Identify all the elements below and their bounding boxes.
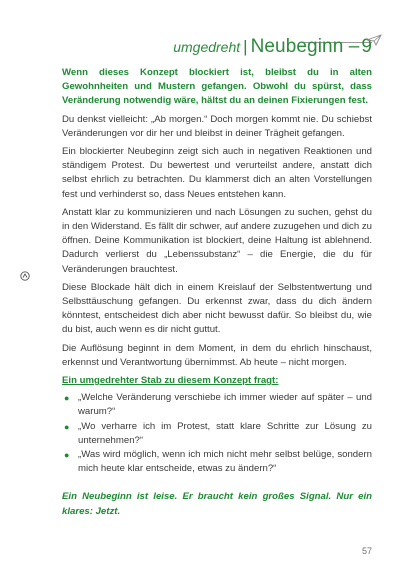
- body-paragraph-4: Diese Blockade hält dich in einem Kreislauf der Selbstentwertung und Selbsttäuschung gefangen. Du erkennst zwar, dass du dich ändern könntest, entscheidest dich aber nicht bewusst dafür. So bleibst du, wie du bist, auch wenn es dir nicht guttut.: [62, 281, 372, 336]
- question-item: [62, 391, 372, 419]
- intro-paragraph: Wenn dieses Konzept blockiert ist, bleibst du in alten Gewohnheiten und Mustern gefangen. Obwohl du spürst, dass Veränderung notwendig wäre, hältst du an deinen Fixierungen fest.: [62, 67, 372, 107]
- body-paragraph-5: Die Auflösung beginnt in dem Moment, in dem du ehrlich hinschaust, erkennst und Verantwortung übernimmst. Ab heute – nicht morgen.: [62, 342, 372, 368]
- reversed-card-icon: [20, 271, 30, 281]
- bullet-icon: ●: [64, 421, 70, 432]
- questions-list: [62, 391, 372, 476]
- chapter-number: 9: [361, 36, 372, 57]
- chapter-header: [173, 36, 372, 58]
- page-content: [62, 66, 372, 523]
- paper-plane-icon: [366, 34, 382, 46]
- body-paragraph-3: Anstatt klar zu kommunizieren und nach Lösungen zu suchen, gehst du in den Widerstand. Es fällt dir schwer, auf andere zuzugehen und dich zu öffnen. Deine Kommunikation ist blockiert, deine Haltung ist ablehnend. Dadurch verlierst du „Lebenssubstanz“ – die Energie, die du für Veränderungen brauchtest.: [62, 206, 372, 275]
- question-item: [62, 420, 372, 448]
- question-text: „Welche Veränderung verschiebe ich immer wieder auf später – und warum?“: [78, 392, 372, 418]
- closing-statement: Ein Neubeginn ist leise. Er braucht kein großes Signal. Nur ein klares: Jetzt.: [62, 491, 372, 517]
- page-number: 57: [361, 546, 372, 556]
- header-subtitle: umgedreht: [173, 39, 241, 55]
- questions-heading: Ein umgedrehter Stab zu diesem Konzept fragt:: [62, 375, 279, 387]
- header-title: Neubeginn –: [250, 36, 360, 57]
- question-text: „Wo verharre ich im Protest, statt klare Schritte zur Lösung zu unternehmen?“: [78, 420, 372, 446]
- bullet-icon: ●: [64, 393, 70, 404]
- question-text: „Was wird möglich, wenn ich mich nicht mehr selbst belüge, sondern mich heute klar entscheide, etwas zu ändern?“: [78, 449, 372, 475]
- body-paragraph-2: Ein blockierter Neubeginn zeigt sich auch in negativen Reaktionen und ständigem Protest. Du bewertest und verurteilst andere, anstatt dich selbst ehrlich zu betrachten. Du klammerst dich an alten Vorstellungen fest und verhinderst so, dass Neues entstehen kann.: [62, 146, 372, 200]
- header-separator: |: [243, 37, 248, 56]
- question-item: [62, 448, 372, 476]
- body-paragraph-1: Du denkst vielleicht: „Ab morgen.“ Doch morgen kommt nie. Du schiebst Veränderungen vor dir her und bleibst in deiner Trägheit gefangen.: [62, 113, 372, 139]
- bullet-icon: ●: [64, 450, 70, 461]
